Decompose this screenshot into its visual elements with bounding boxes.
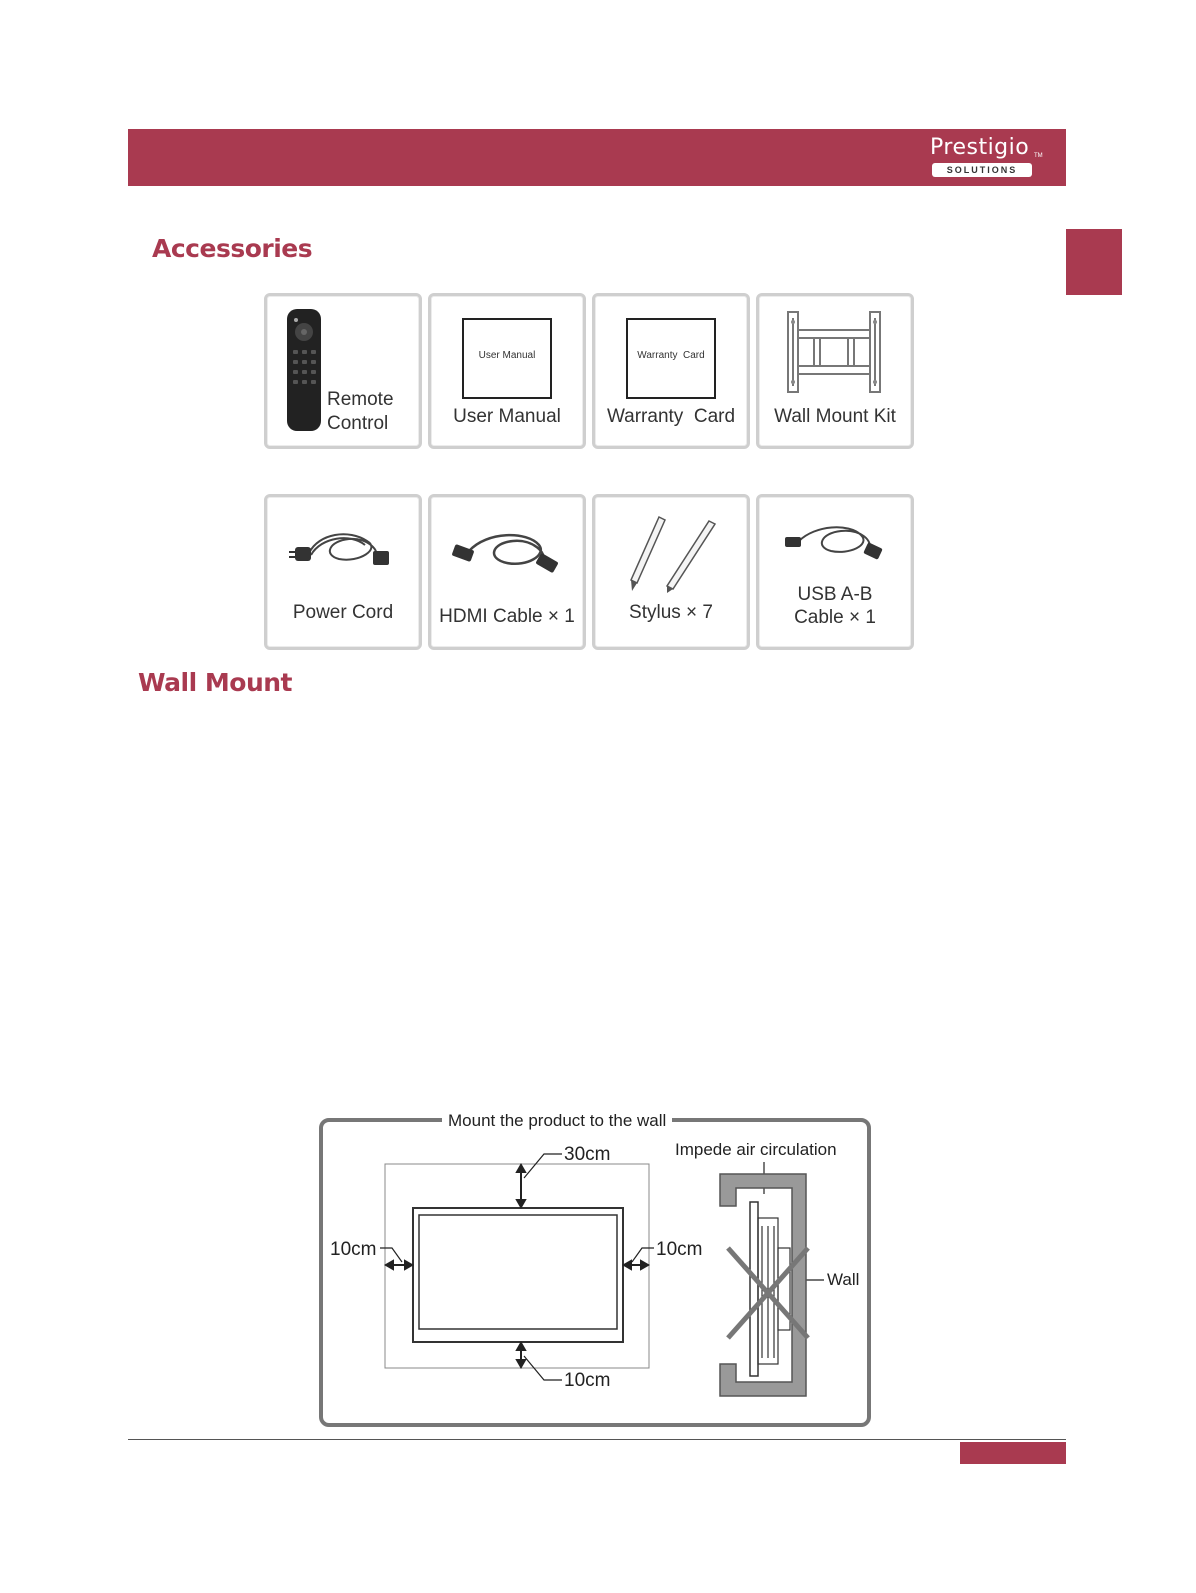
wall-mount-heading: Wall Mount: [138, 668, 292, 697]
remote-label-line1: Remote: [327, 389, 394, 410]
logo-trademark: TM: [1034, 153, 1043, 159]
remote-label-line2: Control: [327, 413, 389, 434]
logo-wordmark: Prestigio: [930, 135, 1030, 160]
stylus-icon: [621, 513, 721, 593]
chapter-side-tab: [1066, 229, 1122, 295]
wall-mount-diagram: [318, 1108, 874, 1430]
hdmi-cable-icon: [447, 525, 567, 585]
impede-air-label: Impede air circulation: [675, 1140, 837, 1159]
right-clearance-label: 10cm: [656, 1239, 703, 1260]
footer-page-tab: [960, 1442, 1066, 1464]
wall-mount-kit-label: Wall Mount Kit: [774, 406, 896, 427]
top-clearance-label: 30cm: [564, 1144, 611, 1165]
usb-cable-label-line1: USB A-B: [797, 584, 873, 605]
stylus-label: Stylus × 7: [629, 602, 713, 623]
user-manual-icon: [462, 318, 552, 399]
accessory-usb-cable: [756, 494, 914, 650]
wall-mount-kit-icon: [774, 308, 894, 398]
accessories-heading: Accessories: [152, 234, 313, 263]
warranty-card-label: Warranty Card: [606, 406, 736, 427]
bottom-clearance-label: 10cm: [564, 1370, 611, 1391]
warranty-card-inner-label: Warranty Card: [637, 350, 705, 361]
accessory-hdmi-cable: [428, 494, 586, 650]
wall-label: Wall: [827, 1270, 860, 1289]
power-cord-label: Power Cord: [292, 602, 394, 623]
footer-rule: [128, 1439, 1066, 1440]
accessory-stylus: [592, 494, 750, 650]
accessory-power-cord: [264, 494, 422, 650]
logo-subtitle: SOLUTIONS: [932, 163, 1032, 177]
power-cord-icon: [289, 523, 399, 583]
left-clearance-label: 10cm: [330, 1239, 377, 1260]
accessory-warranty-card: [592, 293, 750, 449]
accessory-wall-mount-kit: [756, 293, 914, 449]
user-manual-inner-label: User Manual: [478, 350, 536, 361]
usb-cable-label-line2: Cable × 1: [794, 607, 876, 628]
accessory-remote-control: [264, 293, 422, 449]
user-manual-label: User Manual: [453, 406, 561, 427]
header-bar: [128, 129, 1066, 186]
accessory-user-manual: [428, 293, 586, 449]
prestigio-logo: [924, 135, 1044, 181]
hdmi-cable-label: HDMI Cable × 1: [439, 606, 575, 627]
usb-cable-icon: [779, 519, 889, 569]
remote-control-icon: [284, 308, 324, 432]
diagram-title: Mount the product to the wall: [442, 1111, 672, 1131]
warranty-card-icon: [626, 318, 716, 399]
